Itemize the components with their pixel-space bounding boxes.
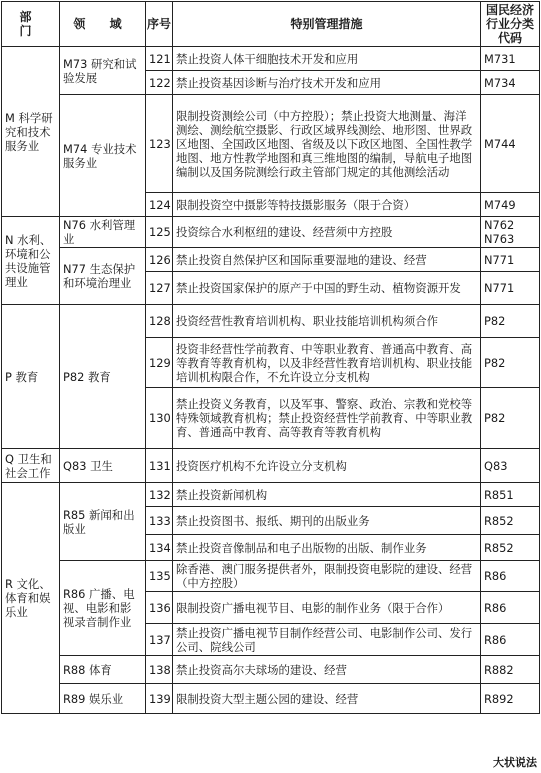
measure-cell: 投资非经营性学前教育、中等职业教育、普通高中教育、高等教育等教育机构，以及非经营性教育培训机构、职业技能培训机构限合作，不允许设立分支机构 <box>173 338 481 388</box>
header-row <box>2 2 540 47</box>
row-number: 136 <box>146 592 173 624</box>
row-number: 121 <box>146 47 173 71</box>
measure-cell: 除香港、澳门服务提供者外，限制投资电影院的建设、经营（中方控股） <box>173 561 481 592</box>
measure-cell: 投资综合水利枢纽的建设、经营须中方控股 <box>173 217 481 248</box>
industry-code-cell: R851 <box>481 483 540 507</box>
industry-code-cell: N762 N763 <box>481 217 540 248</box>
row-number: 133 <box>146 507 173 535</box>
sector-cell: M 科学研究和技术服务业 <box>2 47 60 217</box>
table-row <box>2 561 540 592</box>
header-measure: 特别管理措施 <box>173 2 481 47</box>
field-cell: R88 体育 <box>60 656 146 684</box>
industry-code-cell: R852 <box>481 507 540 535</box>
measure-cell: 禁止投资广播电视节目制作经营公司、电影制作公司、发行公司、院线公司 <box>173 624 481 656</box>
row-number: 128 <box>146 305 173 338</box>
header-industry-code: 国民经济行业分类代码 <box>481 2 540 47</box>
industry-code-cell: R852 <box>481 535 540 561</box>
industry-code-cell: P82 <box>481 388 540 449</box>
industry-code-cell: R892 <box>481 684 540 714</box>
row-number: 139 <box>146 684 173 714</box>
table-body <box>2 47 540 714</box>
industry-code-cell: M744 <box>481 95 540 193</box>
measure-cell: 禁止投资人体干细胞技术开发和应用 <box>173 47 481 71</box>
table-row <box>2 217 540 248</box>
industry-code-cell: R86 <box>481 624 540 656</box>
industry-code-cell: P82 <box>481 338 540 388</box>
field-cell: R86 广播、电视、电影和影视录音制作业 <box>60 561 146 656</box>
measure-cell: 限制投资广播电视节目、电影的制作业务（限于合作） <box>173 592 481 624</box>
table-row <box>2 305 540 338</box>
field-cell: M73 研究和试验发展 <box>60 47 146 95</box>
header-number: 序号 <box>146 2 173 47</box>
table-row <box>2 95 540 193</box>
row-number: 131 <box>146 449 173 483</box>
row-number: 134 <box>146 535 173 561</box>
header-sector: 部 门 <box>2 2 60 47</box>
measure-cell: 限制投资测绘公司（中方控股）；禁止投资大地测量、海洋测绘、测绘航空摄影、行政区域界线测绘、地形图、世界政区地图、全国政区地图、省级及以下政区地图、全国性教学地图、地方性教学地图和真三维地图的编制，导航电子地图编制以及国务院测绘行政主管部门规定的其他测绘活动 <box>173 95 481 193</box>
field-cell: M74 专业技术服务业 <box>60 95 146 217</box>
industry-code-cell: P82 <box>481 305 540 338</box>
industry-code-cell: Q83 <box>481 449 540 483</box>
row-number: 123 <box>146 95 173 193</box>
measure-cell: 禁止投资新闻机构 <box>173 483 481 507</box>
industry-code-cell: N771 <box>481 272 540 305</box>
measure-cell: 禁止投资图书、报纸、期刊的出版业务 <box>173 507 481 535</box>
measure-cell: 禁止投资义务教育，以及军事、警察、政治、宗教和党校等特殊领域教育机构；禁止投资经营性学前教育、中等职业教育、普通高中教育、高等教育等教育机构 <box>173 388 481 449</box>
row-number: 127 <box>146 272 173 305</box>
measure-cell: 限制投资空中摄影等特技摄影服务（限于合资） <box>173 193 481 217</box>
row-number: 135 <box>146 561 173 592</box>
header-field: 领 域 <box>60 2 146 47</box>
measure-cell: 禁止投资高尔夫球场的建设、经营 <box>173 656 481 684</box>
measure-cell: 禁止投资自然保护区和国际重要湿地的建设、经营 <box>173 248 481 272</box>
field-cell: N77 生态保护和环境治理业 <box>60 248 146 305</box>
regulation-table <box>1 1 540 714</box>
table-row <box>2 248 540 272</box>
row-number: 122 <box>146 71 173 95</box>
field-cell: R89 娱乐业 <box>60 684 146 714</box>
table-row <box>2 449 540 483</box>
row-number: 124 <box>146 193 173 217</box>
field-cell: N76 水利管理业 <box>60 217 146 248</box>
industry-code-cell: R86 <box>481 592 540 624</box>
sector-cell: P 教育 <box>2 305 60 449</box>
industry-code-cell: M731 <box>481 47 540 71</box>
table-row <box>2 656 540 684</box>
row-number: 137 <box>146 624 173 656</box>
row-number: 138 <box>146 656 173 684</box>
industry-code-cell: N771 <box>481 248 540 272</box>
measure-cell: 投资经营性教育培训机构、职业技能培训机构须合作 <box>173 305 481 338</box>
row-number: 129 <box>146 338 173 388</box>
sector-cell: N 水利、环境和公共设施管理业 <box>2 217 60 305</box>
row-number: 132 <box>146 483 173 507</box>
measure-cell: 禁止投资音像制品和电子出版物的出版、制作业务 <box>173 535 481 561</box>
table-row <box>2 684 540 714</box>
row-number: 130 <box>146 388 173 449</box>
measure-cell: 限制投资大型主题公园的建设、经营 <box>173 684 481 714</box>
field-cell: Q83 卫生 <box>60 449 146 483</box>
table-row <box>2 47 540 71</box>
row-number: 125 <box>146 217 173 248</box>
measure-cell: 禁止投资国家保护的原产于中国的野生动、植物资源开发 <box>173 272 481 305</box>
industry-code-cell: M734 <box>481 71 540 95</box>
measure-cell: 禁止投资基因诊断与治疗技术开发和应用 <box>173 71 481 95</box>
row-number: 126 <box>146 248 173 272</box>
table-row <box>2 483 540 507</box>
sector-cell: R 文化、体育和娱乐业 <box>2 483 60 714</box>
field-cell: P82 教育 <box>60 305 146 449</box>
field-cell: R85 新闻和出版业 <box>60 483 146 561</box>
industry-code-cell: M749 <box>481 193 540 217</box>
industry-code-cell: R882 <box>481 656 540 684</box>
industry-code-cell: R86 <box>481 561 540 592</box>
sector-cell: Q 卫生和社会工作 <box>2 449 60 483</box>
watermark: 大状说法 <box>493 756 537 769</box>
measure-cell: 投资医疗机构不允许设立分支机构 <box>173 449 481 483</box>
